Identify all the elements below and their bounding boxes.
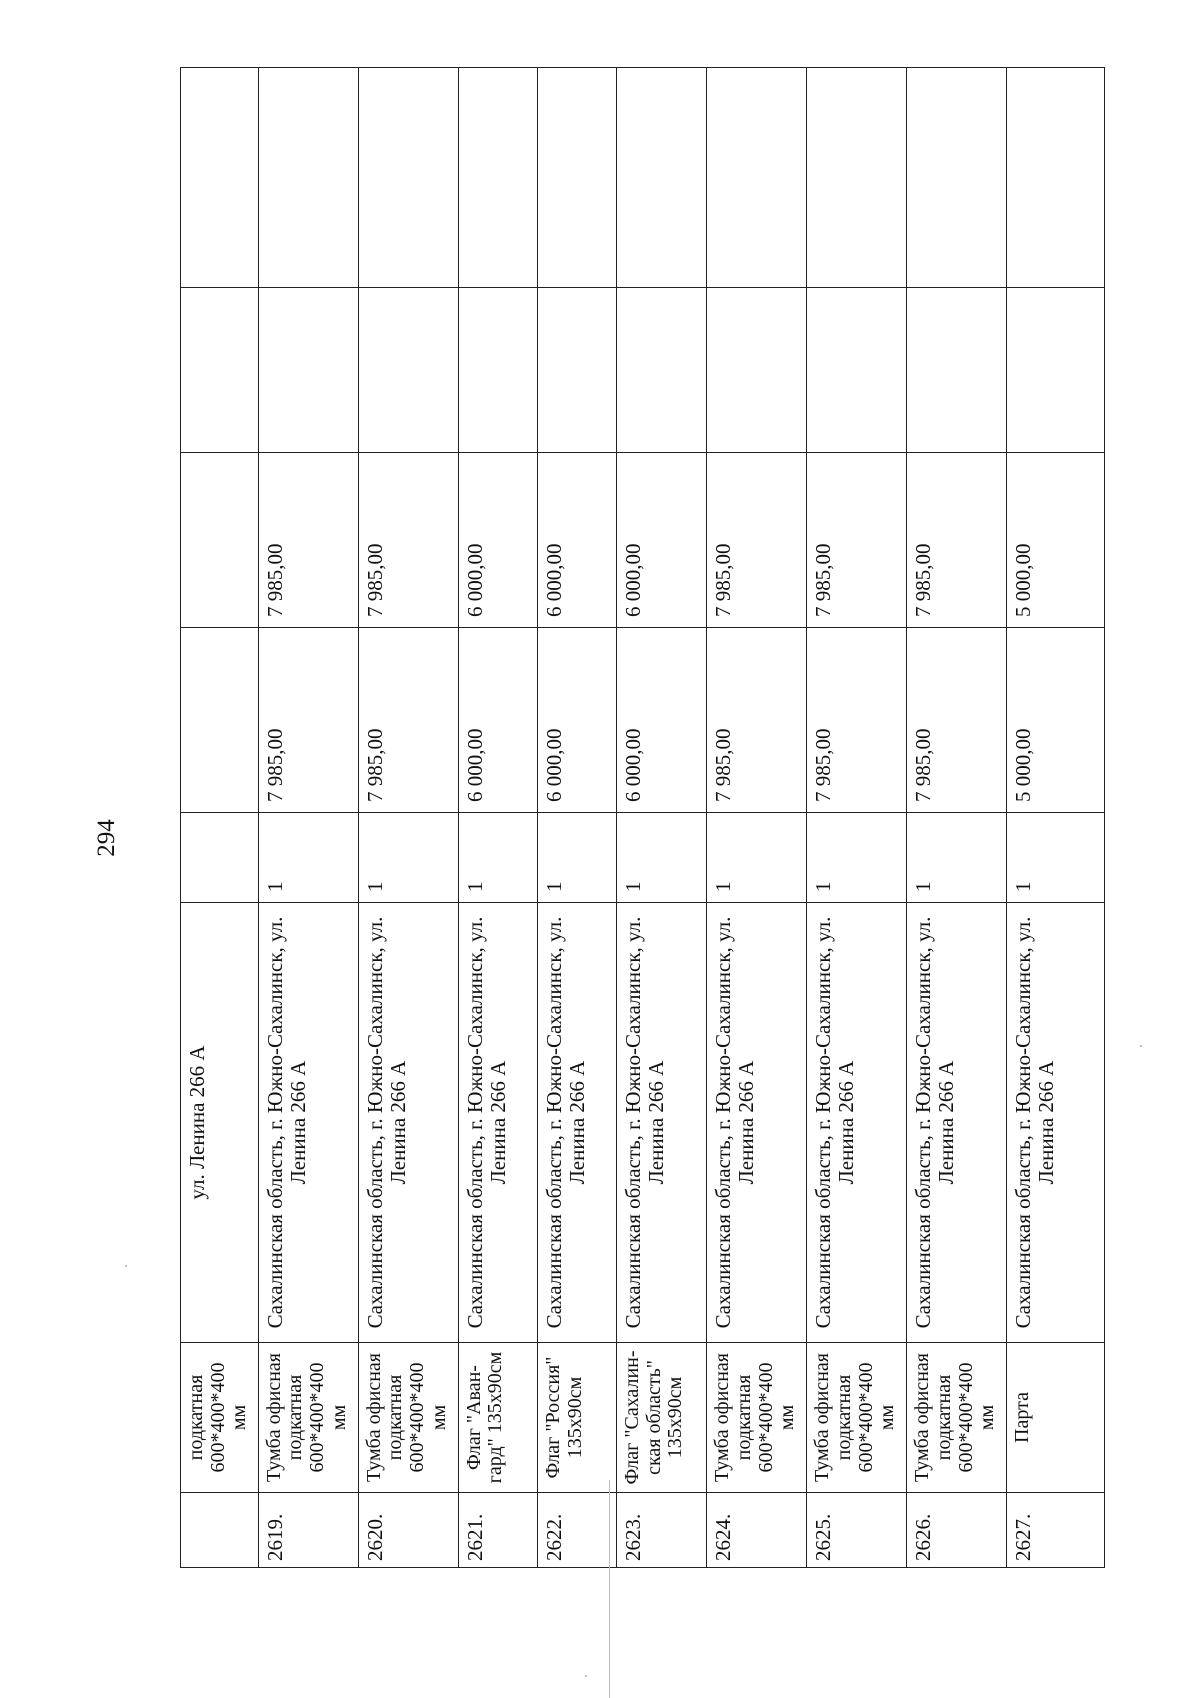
- item-value-1: 6 000,00: [616, 628, 706, 813]
- item-value-2: 6 000,00: [616, 453, 706, 628]
- item-name: Парта: [1007, 1343, 1105, 1493]
- item-value-1: 6 000,00: [458, 628, 537, 813]
- empty-cell: [1007, 68, 1105, 288]
- item-quantity: [181, 813, 259, 903]
- item-value-2: 6 000,00: [537, 453, 616, 628]
- item-address: Сахалинская область, г. Южно-Сахалинск, ул. Ленина 266 А: [807, 903, 907, 1343]
- item-quantity: 1: [537, 813, 616, 903]
- item-address: Сахалинская область, г. Южно-Сахалинск, ул. Ленина 266 А: [258, 903, 358, 1343]
- item-value-2: 7 985,00: [358, 453, 458, 628]
- item-name: Флаг "Аван-гард" 135x90см: [458, 1343, 537, 1493]
- item-value-2: 6 000,00: [458, 453, 537, 628]
- item-value-1: 6 000,00: [537, 628, 616, 813]
- item-value-2: 7 985,00: [807, 453, 907, 628]
- item-value-1: [181, 628, 259, 813]
- item-value-2: [181, 453, 259, 628]
- table-row: [707, 68, 807, 1568]
- page-number: 294: [93, 819, 120, 857]
- item-name: Тумба офисная подкатная 600*400*400 мм: [707, 1343, 807, 1493]
- item-value-1: 7 985,00: [258, 628, 358, 813]
- scan-speck: [125, 1265, 127, 1267]
- row-number: 2619.: [258, 1493, 358, 1568]
- item-value-1: 7 985,00: [707, 628, 807, 813]
- item-value-2: 7 985,00: [907, 453, 1007, 628]
- item-quantity: 1: [1007, 813, 1105, 903]
- table-row: [181, 68, 259, 1568]
- item-value-1: 5 000,00: [1007, 628, 1105, 813]
- row-number: 2623.: [616, 1493, 706, 1568]
- empty-cell: [1007, 288, 1105, 453]
- table-row: [1007, 68, 1105, 1568]
- empty-cell: [616, 68, 706, 288]
- item-name: подкатная 600*400*400 мм: [181, 1343, 259, 1493]
- empty-cell: [707, 288, 807, 453]
- item-quantity: 1: [458, 813, 537, 903]
- item-name: Тумба офисная подкатная 600*400*400 мм: [358, 1343, 458, 1493]
- row-number: [181, 1493, 259, 1568]
- item-name: Флаг "Сахалин-ская область" 135x90см: [616, 1343, 706, 1493]
- item-address: Сахалинская область, г. Южно-Сахалинск, ул. Ленина 266 А: [537, 903, 616, 1343]
- item-value-2: 7 985,00: [707, 453, 807, 628]
- table-row: [458, 68, 537, 1568]
- row-number: 2620.: [358, 1493, 458, 1568]
- empty-cell: [258, 288, 358, 453]
- table-row: [807, 68, 907, 1568]
- table-row: [907, 68, 1007, 1568]
- empty-cell: [907, 68, 1007, 288]
- row-number: 2625.: [807, 1493, 907, 1568]
- empty-cell: [907, 288, 1007, 453]
- item-value-1: 7 985,00: [907, 628, 1007, 813]
- item-quantity: 1: [258, 813, 358, 903]
- item-value-2: 5 000,00: [1007, 453, 1105, 628]
- empty-cell: [358, 68, 458, 288]
- empty-cell: [707, 68, 807, 288]
- item-name: Тумба офисная подкатная 600*400*400 мм: [807, 1343, 907, 1493]
- item-address: Сахалинская область, г. Южно-Сахалинск, ул. Ленина 266 А: [1007, 903, 1105, 1343]
- row-number: 2621.: [458, 1493, 537, 1568]
- row-number: 2626.: [907, 1493, 1007, 1568]
- item-address: Сахалинская область, г. Южно-Сахалинск, ул. Ленина 266 А: [458, 903, 537, 1343]
- item-quantity: 1: [358, 813, 458, 903]
- item-quantity: 1: [907, 813, 1007, 903]
- item-address: ул. Ленина 266 А: [181, 903, 259, 1343]
- empty-cell: [458, 288, 537, 453]
- item-address: Сахалинская область, г. Южно-Сахалинск, ул. Ленина 266 А: [616, 903, 706, 1343]
- empty-cell: [458, 68, 537, 288]
- item-address: Сахалинская область, г. Южно-Сахалинск, ул. Ленина 266 А: [707, 903, 807, 1343]
- empty-cell: [807, 288, 907, 453]
- item-address: Сахалинская область, г. Южно-Сахалинск, ул. Ленина 266 А: [907, 903, 1007, 1343]
- inventory-table: [180, 67, 1105, 1568]
- item-value-1: 7 985,00: [358, 628, 458, 813]
- row-number: 2624.: [707, 1493, 807, 1568]
- row-number: 2622.: [537, 1493, 616, 1568]
- empty-cell: [358, 288, 458, 453]
- item-quantity: 1: [707, 813, 807, 903]
- empty-cell: [258, 68, 358, 288]
- empty-cell: [807, 68, 907, 288]
- table-row: [537, 68, 616, 1568]
- scan-speck: [1140, 1045, 1142, 1047]
- item-name: Флаг "Россия" 135x90см: [537, 1343, 616, 1493]
- item-quantity: 1: [616, 813, 706, 903]
- empty-cell: [537, 68, 616, 288]
- item-value-2: 7 985,00: [258, 453, 358, 628]
- item-quantity: 1: [807, 813, 907, 903]
- scan-speck: [585, 1675, 587, 1677]
- table-body: [181, 68, 1105, 1568]
- empty-cell: [616, 288, 706, 453]
- empty-cell: [181, 68, 259, 288]
- item-name: Тумба офисная подкатная 600*400*400 мм: [907, 1343, 1007, 1493]
- scan-artifact-line: [609, 1480, 610, 1698]
- table-row: [258, 68, 358, 1568]
- empty-cell: [181, 288, 259, 453]
- item-address: Сахалинская область, г. Южно-Сахалинск, ул. Ленина 266 А: [358, 903, 458, 1343]
- item-name: Тумба офисная подкатная 600*400*400 мм: [258, 1343, 358, 1493]
- rotated-table-wrapper: [180, 68, 1105, 1568]
- empty-cell: [537, 288, 616, 453]
- table-row: [616, 68, 706, 1568]
- row-number: 2627.: [1007, 1493, 1105, 1568]
- table-row: [358, 68, 458, 1568]
- item-value-1: 7 985,00: [807, 628, 907, 813]
